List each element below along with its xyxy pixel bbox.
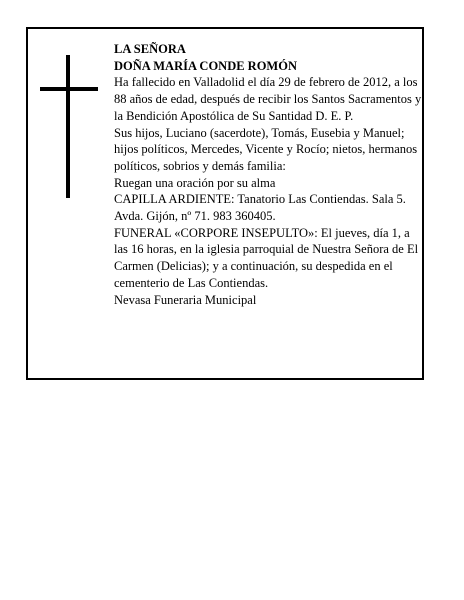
family-list: Sus hijos, Luciano (sacerdote), Tomás, Eusebia y Manuel; hijos políticos, Mercedes, Vicente y Rocío; nietos, hermanos políticos, sobrios y demás familia: xyxy=(114,125,418,173)
chapel-info: CAPILLA ARDIENTE: Tanatorio Las Contiendas. Sala 5. Avda. Gijón, nº 71. 983 360405. xyxy=(114,192,406,224)
obituary-text xyxy=(114,41,422,308)
death-announcement: Ha fallecido en Valladolid el día 29 de febrero de 2012, a los 88 años de edad, después de recibir los Santos Sacramentos y la Bendición Apostólica de Su Santidad D. E. P. xyxy=(114,75,422,123)
obituary-notice xyxy=(26,27,424,380)
cross-horizontal-bar xyxy=(40,87,98,91)
cross-icon xyxy=(40,55,98,198)
prayer-request: Ruegan una oración por su alma xyxy=(114,175,276,190)
cross-vertical-bar xyxy=(66,55,70,198)
funeral-home: Nevasa Funeraria Municipal xyxy=(114,292,257,307)
deceased-name: DOÑA MARÍA CONDE ROMÓN xyxy=(114,58,297,73)
funeral-info: FUNERAL «CORPORE INSEPULTO»: El jueves, día 1, a las 16 horas, en la iglesia parroquial de Nuestra Señora de El Carmen (Delicias); y a continuación, su despedida en el cementerio de Las Contiendas. xyxy=(114,225,419,290)
heading-title: LA SEÑORA xyxy=(114,42,186,56)
